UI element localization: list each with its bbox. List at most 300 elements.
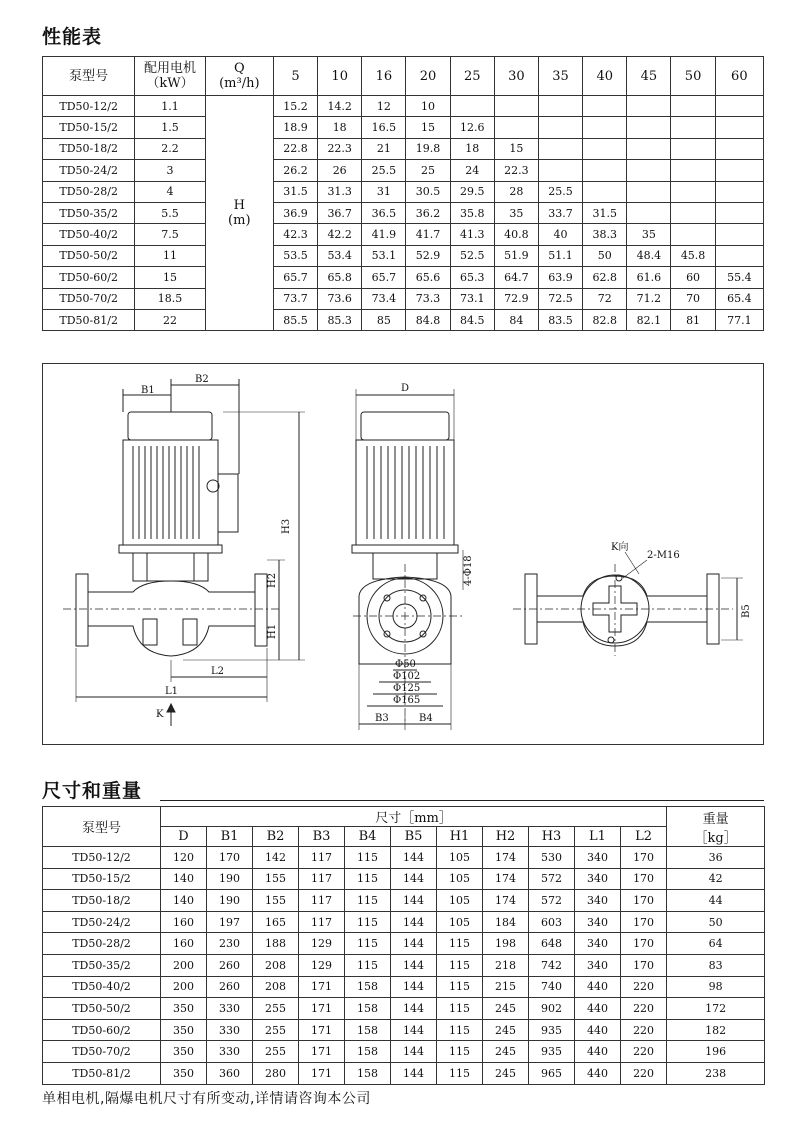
head-value-cell: 72.9 (494, 288, 538, 309)
label-h3: H3 (281, 518, 292, 534)
performance-body (43, 96, 764, 331)
head-value-cell: 40.8 (494, 224, 538, 245)
dim-value-cell: 155 (253, 868, 299, 890)
head-value-cell: 53.5 (273, 245, 317, 266)
label-k: K (156, 709, 164, 720)
power-cell: 11 (135, 245, 205, 266)
flow-header: 25 (450, 57, 494, 96)
dim-value-cell: 117 (299, 890, 345, 912)
head-value-cell: 65.3 (450, 267, 494, 288)
label-b5: B5 (741, 604, 752, 618)
dim-value-cell: 142 (253, 847, 299, 869)
dim-value-cell: 115 (437, 933, 483, 955)
head-value-cell (494, 117, 538, 138)
dim-value-cell: 440 (575, 998, 621, 1020)
side-motor-body (356, 440, 454, 545)
table-row (43, 911, 765, 933)
front-lifting-eye (207, 480, 219, 492)
power-cell: 5.5 (135, 202, 205, 223)
dim-value-cell: 572 (529, 890, 575, 912)
head-value-cell: 73.7 (273, 288, 317, 309)
head-unit-line1: H (233, 198, 245, 214)
dim-value-cell: 280 (253, 1062, 299, 1084)
dim-value-cell: 144 (391, 954, 437, 976)
head-value-cell: 41.3 (450, 224, 494, 245)
head-value-cell (627, 181, 671, 202)
dim-value-cell: 245 (483, 1041, 529, 1063)
dim-col-header: B1 (207, 827, 253, 847)
head-value-cell: 52.5 (450, 245, 494, 266)
dim-value-cell: 208 (253, 954, 299, 976)
dim-value-cell: 935 (529, 1041, 575, 1063)
model-cell: TD50-40/2 (43, 976, 161, 998)
dim-weight-line1: 重量 (702, 811, 729, 827)
model-cell: TD50-28/2 (43, 933, 161, 955)
head-value-cell: 85 (362, 309, 406, 330)
head-value-cell: 36.9 (273, 202, 317, 223)
label-holes: 4-Φ18 (463, 555, 474, 586)
head-value-cell: 22.8 (273, 138, 317, 159)
head-value-cell: 65.6 (406, 267, 450, 288)
dim-value-cell: 245 (483, 1062, 529, 1084)
dim-value-cell: 230 (207, 933, 253, 955)
dim-col-header: B5 (391, 827, 437, 847)
model-cell: TD50-60/2 (43, 267, 135, 288)
head-value-cell (583, 160, 627, 181)
dim-value-cell: 255 (253, 1041, 299, 1063)
head-value-cell: 35 (494, 202, 538, 223)
head-value-cell: 84 (494, 309, 538, 330)
dim-value-cell: 330 (207, 998, 253, 1020)
head-value-cell: 70 (671, 288, 715, 309)
head-value-cell: 51.1 (538, 245, 582, 266)
label-h1: H1 (267, 623, 278, 639)
dim-value-cell: 340 (575, 954, 621, 976)
k-bolt-bottom (608, 637, 614, 643)
dim-value-cell: 115 (437, 1062, 483, 1084)
col-q-header (205, 57, 273, 96)
side-motor-fins (367, 446, 444, 539)
head-value-cell (583, 181, 627, 202)
dim-value-cell: 144 (391, 868, 437, 890)
weight-cell: 83 (667, 954, 765, 976)
head-value-cell: 65.7 (273, 267, 317, 288)
dim-value-cell: 171 (299, 976, 345, 998)
table-row (43, 1019, 765, 1041)
dim-value-cell: 530 (529, 847, 575, 869)
flow-header: 35 (538, 57, 582, 96)
dim-col-header: L2 (621, 827, 667, 847)
head-value-cell: 85.5 (273, 309, 317, 330)
table-row (43, 245, 764, 266)
dim-value-cell: 260 (207, 976, 253, 998)
head-value-cell: 73.4 (362, 288, 406, 309)
dim-value-cell: 115 (345, 933, 391, 955)
head-value-cell: 42.3 (273, 224, 317, 245)
head-value-cell: 29.5 (450, 181, 494, 202)
weight-cell: 182 (667, 1019, 765, 1041)
head-value-cell: 35.8 (450, 202, 494, 223)
dim-value-cell: 170 (621, 890, 667, 912)
head-value-cell: 73.3 (406, 288, 450, 309)
pump-drawing-panel (42, 363, 764, 745)
power-cell: 1.1 (135, 96, 205, 117)
weight-cell: 98 (667, 976, 765, 998)
dim-value-cell: 144 (391, 1062, 437, 1084)
front-motor-flange (119, 545, 222, 553)
power-cell: 3 (135, 160, 205, 181)
dim-col-header: B4 (345, 827, 391, 847)
flow-header: 30 (494, 57, 538, 96)
head-value-cell (715, 181, 763, 202)
head-value-cell (538, 138, 582, 159)
model-cell: TD50-24/2 (43, 911, 161, 933)
head-value-cell (715, 117, 763, 138)
power-cell: 15 (135, 267, 205, 288)
head-value-cell: 62.8 (583, 267, 627, 288)
power-cell: 7.5 (135, 224, 205, 245)
label-b4: B4 (419, 713, 433, 724)
head-value-cell: 72 (583, 288, 627, 309)
head-value-cell: 30.5 (406, 181, 450, 202)
label-kdir: K向 (611, 542, 629, 553)
head-value-cell (538, 117, 582, 138)
dim-value-cell: 144 (391, 1041, 437, 1063)
flow-header: 45 (627, 57, 671, 96)
weight-cell: 64 (667, 933, 765, 955)
head-value-cell (671, 96, 715, 117)
head-value-cell: 21 (362, 138, 406, 159)
flow-header: 50 (671, 57, 715, 96)
dim-value-cell: 155 (253, 890, 299, 912)
weight-cell: 44 (667, 890, 765, 912)
dim-value-cell: 440 (575, 1062, 621, 1084)
head-value-cell: 41.7 (406, 224, 450, 245)
head-value-cell: 36.7 (318, 202, 362, 223)
dim-value-cell: 220 (621, 1041, 667, 1063)
dimensions-title-rule (160, 800, 764, 801)
dim-value-cell: 440 (575, 1041, 621, 1063)
head-value-cell: 53.4 (318, 245, 362, 266)
dim-value-cell: 120 (161, 847, 207, 869)
head-value-cell: 22.3 (494, 160, 538, 181)
dim-value-cell: 140 (161, 868, 207, 890)
dim-value-cell: 170 (621, 954, 667, 976)
power-cell: 18.5 (135, 288, 205, 309)
dim-value-cell: 245 (483, 1019, 529, 1041)
weight-cell: 36 (667, 847, 765, 869)
table-row (43, 1062, 765, 1084)
flow-header: 60 (715, 57, 763, 96)
front-fan-cover (128, 412, 212, 440)
head-value-cell: 83.5 (538, 309, 582, 330)
dim-value-cell: 340 (575, 890, 621, 912)
dim-value-cell: 115 (345, 911, 391, 933)
head-value-cell: 18.9 (273, 117, 317, 138)
weight-cell: 172 (667, 998, 765, 1020)
head-value-cell (671, 224, 715, 245)
head-value-cell: 82.8 (583, 309, 627, 330)
head-value-cell: 52.9 (406, 245, 450, 266)
dim-value-cell: 171 (299, 1019, 345, 1041)
dim-value-cell: 220 (621, 1019, 667, 1041)
table-row (43, 954, 765, 976)
flow-header: 16 (362, 57, 406, 96)
head-value-cell: 16.5 (362, 117, 406, 138)
dim-value-cell: 742 (529, 954, 575, 976)
table-row (43, 890, 765, 912)
dim-value-cell: 171 (299, 1041, 345, 1063)
table-row (43, 998, 765, 1020)
dim-value-cell: 144 (391, 976, 437, 998)
model-cell: TD50-15/2 (43, 868, 161, 890)
dim-value-cell: 330 (207, 1041, 253, 1063)
table-row (43, 1041, 765, 1063)
dim-value-cell: 740 (529, 976, 575, 998)
head-value-cell: 48.4 (627, 245, 671, 266)
dimensions-title: 尺寸和重量 (42, 780, 143, 802)
head-value-cell (715, 96, 763, 117)
head-value-cell: 82.1 (627, 309, 671, 330)
label-h2: H2 (267, 572, 278, 588)
model-cell: TD50-81/2 (43, 309, 135, 330)
dim-value-cell: 105 (437, 868, 483, 890)
head-value-cell (715, 202, 763, 223)
head-value-cell: 81 (671, 309, 715, 330)
head-value-cell: 18 (450, 138, 494, 159)
table-row (43, 181, 764, 202)
head-value-cell (627, 138, 671, 159)
head-value-cell: 77.1 (715, 309, 763, 330)
dim-value-cell: 350 (161, 1062, 207, 1084)
dim-value-cell: 158 (345, 998, 391, 1020)
table-row (43, 224, 764, 245)
dim-value-cell: 245 (483, 998, 529, 1020)
model-cell: TD50-18/2 (43, 138, 135, 159)
dim-value-cell: 215 (483, 976, 529, 998)
dim-col-header: H3 (529, 827, 575, 847)
power-cell: 22 (135, 309, 205, 330)
head-value-cell: 25 (406, 160, 450, 181)
head-value-cell (583, 96, 627, 117)
label-d: D (401, 383, 410, 394)
head-value-cell (627, 202, 671, 223)
dim-value-cell: 350 (161, 1041, 207, 1063)
dim-value-cell: 144 (391, 1019, 437, 1041)
dim-value-cell: 220 (621, 1062, 667, 1084)
dim-value-cell: 902 (529, 998, 575, 1020)
head-value-cell (671, 202, 715, 223)
head-value-cell: 55.4 (715, 267, 763, 288)
table-row (43, 267, 764, 288)
head-value-cell: 15 (406, 117, 450, 138)
head-value-cell: 28 (494, 181, 538, 202)
head-value-cell: 15 (494, 138, 538, 159)
dim-value-cell: 170 (621, 847, 667, 869)
head-value-cell (538, 96, 582, 117)
head-value-cell (538, 160, 582, 181)
dim-value-cell: 158 (345, 1019, 391, 1041)
dim-value-cell: 440 (575, 1019, 621, 1041)
head-unit-line2: (m) (228, 213, 251, 229)
head-value-cell: 42.2 (318, 224, 362, 245)
table-row (43, 138, 764, 159)
front-foot-right (183, 619, 197, 645)
front-inlet-flange (76, 574, 88, 646)
dim-value-cell: 115 (437, 998, 483, 1020)
dim-value-cell: 218 (483, 954, 529, 976)
dim-value-cell: 171 (299, 1062, 345, 1084)
pump-drawing (43, 364, 765, 746)
dim-value-cell: 158 (345, 1062, 391, 1084)
dim-value-cell: 170 (621, 933, 667, 955)
dim-value-cell: 360 (207, 1062, 253, 1084)
dim-col-model-header: 泵型号 (43, 807, 161, 847)
dim-value-cell: 117 (299, 847, 345, 869)
head-value-cell: 26 (318, 160, 362, 181)
dim-value-cell: 200 (161, 976, 207, 998)
head-value-cell: 84.5 (450, 309, 494, 330)
dimensions-table (42, 806, 765, 1085)
model-cell: TD50-35/2 (43, 954, 161, 976)
dim-value-cell: 188 (253, 933, 299, 955)
power-cell: 2.2 (135, 138, 205, 159)
head-value-cell: 61.6 (627, 267, 671, 288)
table-row (43, 309, 764, 330)
dim-value-cell: 572 (529, 868, 575, 890)
performance-header-row (43, 57, 764, 96)
power-cell: 1.5 (135, 117, 205, 138)
dim-value-cell: 117 (299, 868, 345, 890)
head-value-cell: 19.8 (406, 138, 450, 159)
head-value-cell: 60 (671, 267, 715, 288)
col-motor-line2: （kW） (146, 76, 194, 91)
dim-value-cell: 220 (621, 998, 667, 1020)
performance-table (42, 56, 764, 331)
head-value-cell (627, 96, 671, 117)
dim-value-cell: 260 (207, 954, 253, 976)
dim-col-header: B3 (299, 827, 345, 847)
dim-value-cell: 170 (621, 868, 667, 890)
head-value-cell (715, 160, 763, 181)
weight-cell: 50 (667, 911, 765, 933)
model-cell: TD50-60/2 (43, 1019, 161, 1041)
head-value-cell: 36.2 (406, 202, 450, 223)
table-row (43, 868, 765, 890)
head-value-cell: 22.3 (318, 138, 362, 159)
head-value-cell: 51.9 (494, 245, 538, 266)
front-outlet-flange (255, 574, 267, 646)
dim-col-size-header: 尺寸［mm］ (161, 807, 667, 827)
dim-value-cell: 350 (161, 1019, 207, 1041)
head-value-cell: 31 (362, 181, 406, 202)
model-cell: TD50-15/2 (43, 117, 135, 138)
dim-value-cell: 144 (391, 933, 437, 955)
col-motor-line1: 配用电机 (144, 61, 197, 76)
head-value-cell: 25.5 (362, 160, 406, 181)
dim-col-header: H1 (437, 827, 483, 847)
weight-cell: 196 (667, 1041, 765, 1063)
label-b3: B3 (375, 713, 389, 724)
dim-value-cell: 255 (253, 998, 299, 1020)
dim-value-cell: 170 (621, 911, 667, 933)
dim-value-cell: 603 (529, 911, 575, 933)
dim-value-cell: 197 (207, 911, 253, 933)
label-b2: B2 (195, 374, 209, 385)
front-foot-left (143, 619, 157, 645)
dim-weight-line2: ［kg］ (694, 830, 737, 846)
dim-value-cell: 340 (575, 933, 621, 955)
head-value-cell: 33.7 (538, 202, 582, 223)
model-cell: TD50-12/2 (43, 96, 135, 117)
head-value-cell: 63.9 (538, 267, 582, 288)
dim-value-cell: 115 (345, 847, 391, 869)
dim-value-cell: 648 (529, 933, 575, 955)
label-b1: B1 (141, 385, 155, 396)
col-q-line1: Q (233, 61, 245, 76)
model-cell: TD50-50/2 (43, 998, 161, 1020)
dim-value-cell: 115 (345, 890, 391, 912)
label-phi125: Φ125 (393, 683, 421, 694)
label-phi50: Φ50 (395, 659, 416, 670)
dim-value-cell: 440 (575, 976, 621, 998)
dim-value-cell: 115 (437, 954, 483, 976)
dim-value-cell: 115 (437, 1019, 483, 1041)
dim-value-cell: 184 (483, 911, 529, 933)
head-value-cell: 31.3 (318, 181, 362, 202)
head-value-cell (671, 117, 715, 138)
dim-col-header: H2 (483, 827, 529, 847)
dim-value-cell: 144 (391, 890, 437, 912)
head-value-cell: 65.8 (318, 267, 362, 288)
model-cell: TD50-81/2 (43, 1062, 161, 1084)
front-motor-fins (133, 446, 199, 539)
col-q-line2: (m³/h) (219, 76, 260, 91)
col-model-header: 泵型号 (43, 57, 135, 96)
dim-value-cell: 190 (207, 868, 253, 890)
dim-value-cell: 158 (345, 1041, 391, 1063)
head-value-cell: 26.2 (273, 160, 317, 181)
head-value-cell (671, 160, 715, 181)
head-value-cell: 72.5 (538, 288, 582, 309)
k-pump-body (537, 576, 707, 646)
head-value-cell: 53.1 (362, 245, 406, 266)
weight-cell: 238 (667, 1062, 765, 1084)
head-value-cell: 15.2 (273, 96, 317, 117)
model-cell: TD50-40/2 (43, 224, 135, 245)
dim-value-cell: 350 (161, 998, 207, 1020)
label-phi165: Φ165 (393, 695, 421, 706)
front-pump-casing (88, 581, 255, 656)
head-value-cell: 73.1 (450, 288, 494, 309)
head-value-cell: 10 (406, 96, 450, 117)
dim-value-cell: 158 (345, 976, 391, 998)
head-value-cell (494, 96, 538, 117)
head-value-cell: 50 (583, 245, 627, 266)
head-value-cell (671, 181, 715, 202)
head-value-cell (671, 138, 715, 159)
head-value-cell (627, 160, 671, 181)
dim-value-cell: 115 (345, 954, 391, 976)
model-cell: TD50-70/2 (43, 288, 135, 309)
dim-value-cell: 174 (483, 890, 529, 912)
model-cell: TD50-50/2 (43, 245, 135, 266)
dim-value-cell: 330 (207, 1019, 253, 1041)
label-l1: L1 (165, 686, 179, 697)
head-value-cell: 24 (450, 160, 494, 181)
head-value-cell: 71.2 (627, 288, 671, 309)
dim-col-header: D (161, 827, 207, 847)
